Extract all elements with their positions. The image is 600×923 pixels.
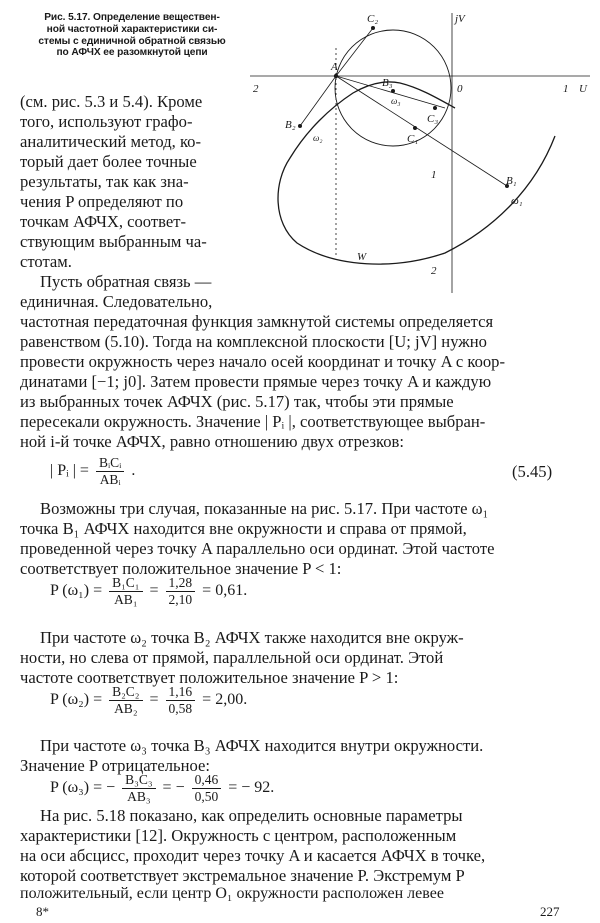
- side-text-line: результаты, так как зна-: [20, 172, 189, 191]
- side-text-line: аналитический метод, ко-: [20, 132, 202, 151]
- body-line: ной i-й точке АФЧХ, равно отношению двух отрезков:: [20, 432, 404, 451]
- eq-numerator: B₃C₃: [122, 772, 155, 789]
- label-c2: C₂: [367, 13, 379, 25]
- afchx-figure: [245, 8, 595, 300]
- label-a: A: [331, 61, 338, 73]
- body-line: на оси абсцисс, проходит через точку A и касается АФЧХ в точке,: [20, 846, 486, 865]
- eq-result: = 2,00.: [202, 691, 248, 709]
- side-text-line: Пусть обратная связь —: [40, 272, 212, 291]
- equation-p-w2: P (ω₂) = $\frac{\text{B₂C₂}}{\text{AB₂}}$ = $\frac{1,16}{0,58}$ = 2,00.: [50, 684, 248, 716]
- body-line: Значение P отрицательное:: [20, 756, 210, 775]
- eq-numerator: BᵢCᵢ: [96, 455, 124, 472]
- body-line: равенством (5.10). Тогда на комплексной плоскости [U; jV] нужно: [20, 332, 487, 351]
- figure-caption: [18, 12, 246, 59]
- eq-denominator: 0,50: [194, 789, 219, 804]
- equation-5-45: [50, 455, 135, 488]
- eq-numerator: 0,46: [192, 772, 222, 789]
- tick-y-neg2: 2: [431, 265, 437, 277]
- label-u: U: [579, 83, 587, 95]
- body-line: соответствует положительное значение P < 1:: [20, 559, 342, 578]
- label-w3: ω₃: [391, 96, 401, 106]
- equation-number: (5.45): [512, 462, 553, 481]
- side-text-line: чения P определяют по: [20, 192, 184, 211]
- caption-line: Рис. 5.17. Определение веществен-: [44, 12, 220, 23]
- page-number: 227: [540, 904, 560, 919]
- body-line: проведенной через точку A параллельно оси ординат. Этой частоте: [20, 539, 495, 558]
- label-w2: ω₂: [313, 133, 323, 143]
- side-text-line: единичная. Следовательно,: [20, 292, 213, 311]
- side-text-line: торый дает более точные: [20, 152, 197, 171]
- eq-denominator: AB₁: [114, 592, 138, 607]
- eq-lhs: P (ω₂) =: [50, 691, 103, 709]
- eq-fraction: [96, 455, 124, 488]
- eq-denominator: AB₂: [114, 701, 138, 716]
- caption-line: ной частотной характеристики си-: [46, 23, 218, 35]
- eq-fraction: [166, 684, 196, 717]
- side-text-line: стотам.: [20, 252, 72, 271]
- label-b2: B₂: [285, 119, 296, 131]
- body-line: положительный, если центр O₁ окружности расположен левее: [20, 885, 444, 902]
- caption-line: стемы с единичной обратной связью: [38, 35, 226, 47]
- eq-lhs: P (ω₃) = −: [50, 779, 116, 797]
- label-jv: jV: [455, 13, 465, 25]
- equation-p-w3: [50, 772, 274, 805]
- body-line: частотная передаточная функция замкнутой системы определяется: [20, 312, 494, 331]
- eq-fraction: [166, 575, 196, 608]
- body-line: При частоте ω₂ точка B₂ АФЧХ также находится вне окруж-: [40, 628, 464, 647]
- eq-lhs: P (ω₁) =: [50, 582, 103, 600]
- eq-numerator: 1,16: [166, 684, 196, 701]
- afchx-curve: [278, 82, 555, 264]
- eq-denominator: 0,58: [168, 701, 193, 716]
- label-c1: C₁: [407, 133, 419, 145]
- eq-tail: .: [131, 462, 136, 480]
- tick-y-neg1: 1: [431, 169, 437, 181]
- side-text-line: того, используют графо-: [20, 112, 193, 131]
- body-line: При частоте ω₃ точка B₃ АФЧХ находится внутри окружности.: [40, 736, 484, 755]
- body-line: характеристики [12]. Окружность с центром, расположенным: [20, 826, 457, 845]
- body-line: из выбранных точек АФЧХ (рис. 5.17) так, чтобы эти прямые: [20, 392, 454, 411]
- label-b3: B₃: [382, 77, 393, 89]
- body-line: провести окружность через начало осей координат и точку A с коор-: [20, 352, 505, 371]
- body-line: Возможны три случая, показанные на рис. 5.17. При частоте ω₁: [40, 499, 489, 518]
- side-text-line: точкам АФЧХ, соответ-: [20, 212, 187, 231]
- eq-fraction: [122, 772, 155, 805]
- eq-numerator: B₁C₁: [109, 575, 142, 592]
- eq-numerator: B₂C₂: [109, 684, 142, 701]
- eq-denominator: AB₃: [127, 789, 151, 804]
- body-line: На рис. 5.18 показано, как определить основные параметры: [40, 806, 463, 825]
- eq-numerator: 1,28: [166, 575, 196, 592]
- body-line: частоте соответствует положительное значение P > 1:: [20, 668, 399, 687]
- label-origin: 0: [457, 83, 463, 95]
- label-w1: ω₁: [511, 195, 523, 207]
- eq-mid: = −: [162, 779, 185, 797]
- side-text-line: ствующим выбранным ча-: [20, 232, 207, 251]
- eq-fraction: [192, 772, 222, 805]
- body-line: динатами [−1; j0]. Затем провести прямые через точку A и каждую: [20, 372, 492, 391]
- body-line: ности, но слева от прямой, параллельной оси ординат. Этой: [20, 648, 444, 667]
- tick-pos1: 1: [563, 83, 569, 95]
- label-c3: C₃: [427, 113, 439, 125]
- body-line: пересекали окружность. Значение | Pᵢ |, соответствующее выбран-: [20, 412, 486, 431]
- line-a-b1: [336, 76, 507, 186]
- equation-p-w1: P (ω₁) = $\frac{\text{B₁C₁}}{\text{AB₁}}$ = $\frac{1,28}{2,10}$ = 0,61.: [50, 575, 248, 607]
- body-line: которой соответствует экстремальное значение P. Экстремум P: [20, 866, 465, 885]
- footer-signature: 8*: [36, 904, 49, 919]
- line-a-c2: [336, 28, 373, 76]
- eq-fraction: [109, 684, 142, 717]
- circle: [335, 30, 451, 146]
- eq-denominator: 2,10: [168, 592, 193, 607]
- side-text-line: (см. рис. 5.3 и 5.4). Кроме: [20, 92, 203, 111]
- eq-result: = 0,61.: [202, 582, 248, 600]
- eq-lhs: | Pᵢ | =: [50, 462, 89, 480]
- body-line: точка B₁ АФЧХ находится вне окружности и справа от прямой,: [20, 519, 467, 538]
- label-w: W: [357, 251, 367, 263]
- tick-neg2: 2: [253, 83, 259, 95]
- caption-line: по АФЧХ ее разомкнутой цепи: [56, 47, 208, 59]
- line-a-b2: [300, 76, 336, 126]
- eq-result: = − 92.: [228, 779, 275, 797]
- label-b1: B₁: [506, 175, 517, 187]
- eq-denominator: ABᵢ: [99, 472, 121, 487]
- eq-fraction: [109, 575, 142, 608]
